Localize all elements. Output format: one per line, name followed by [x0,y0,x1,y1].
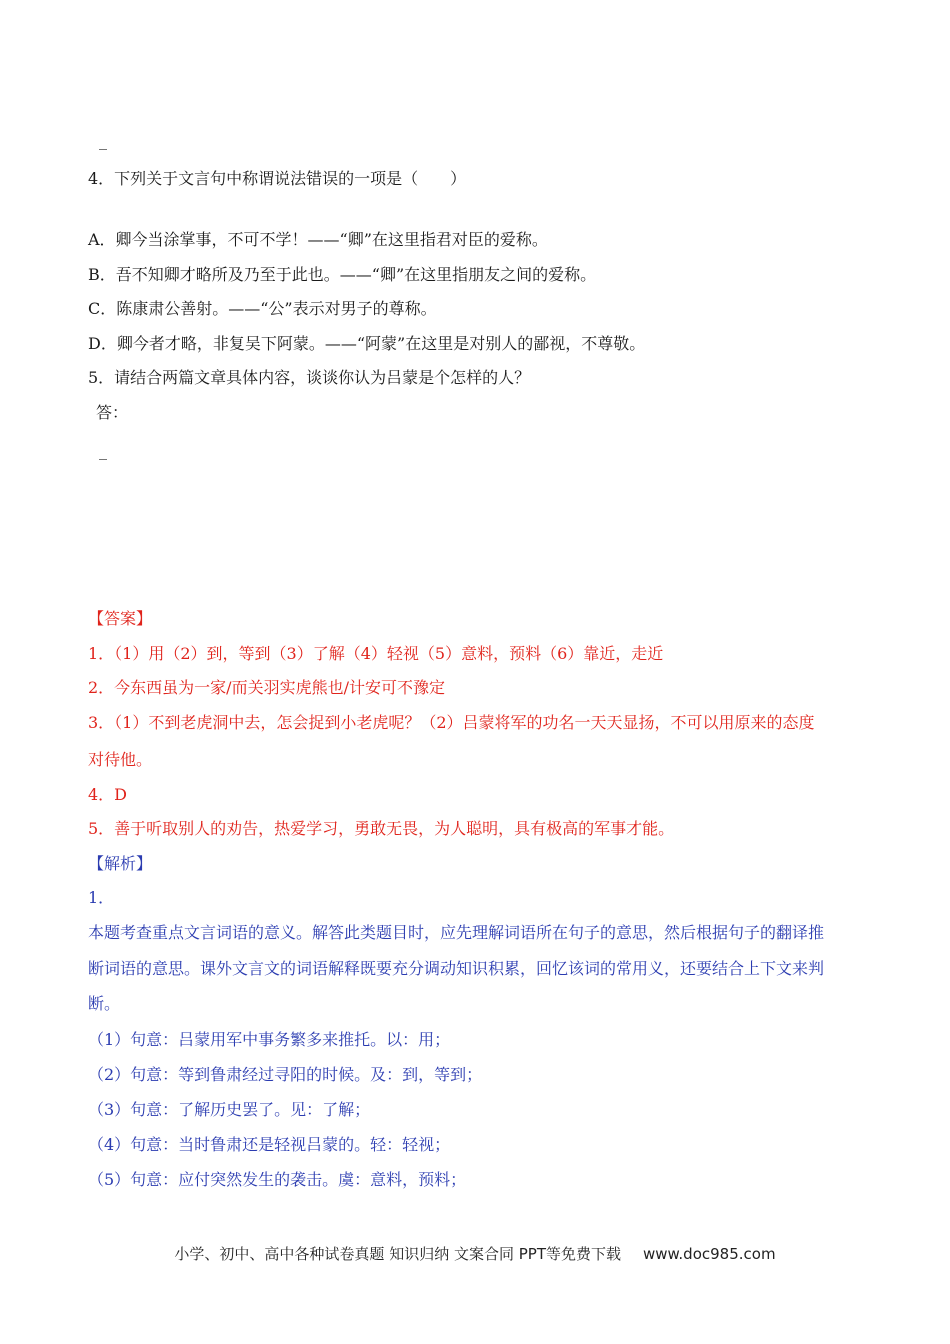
answer-heading: 【答案】 [88,609,153,628]
answer-line: 2．今东西虽为一家/而关羽实虎熊也/计安可不豫定 [88,678,445,697]
analysis-item: （2）句意：等到鲁肃经过寻阳的时候。及：到，等到； [88,1065,483,1084]
analysis-item: （5）句意：应付突然发生的袭击。虞：意料，预料； [88,1170,467,1189]
question-4-option-a: A．卿今当涂掌事，不可不学！——“卿”在这里指君对臣的爱称。 [88,230,548,249]
question-5-stem: 5．请结合两篇文章具体内容，谈谈你认为吕蒙是个怎样的人？ [88,368,531,387]
analysis-paragraph-line: 断词语的意思。课外文言文的词语解释既要充分调动知识积累，回忆该词的常用义，还要结合上下文来判 [88,959,825,978]
answer-line: 对待他。 [88,750,153,769]
analysis-item: （1）句意：吕蒙用军中事务繁多来推托。以：用； [88,1030,451,1049]
answer-blank-line: _ [99,441,107,460]
question-4-option-b: B．吾不知卿才略所及乃至于此也。——“卿”在这里指朋友之间的爱称。 [88,265,597,284]
answer-line: 4．D [88,785,128,804]
analysis-item: （3）句意：了解历史罢了。见：了解； [88,1100,371,1119]
analysis-heading: 【解析】 [88,854,153,873]
analysis-number: 1． [88,888,115,907]
analysis-item: （4）句意：当时鲁肃还是轻视吕蒙的。轻：轻视； [88,1135,451,1154]
analysis-paragraph-line: 断。 [88,994,121,1013]
question-5-answer-label: 答： [96,403,129,422]
answer-line: 1．（1）用（2）到，等到（3）了解（4）轻视（5）意料，预料（6）靠近，走近 [88,644,664,663]
page-footer [0,1243,950,1264]
answer-line: 5．善于听取别人的劝告，热爱学习，勇敢无畏，为人聪明，具有极高的军事才能。 [88,819,675,838]
question-4-option-d: D．卿今者才略，非复吴下阿蒙。——“阿蒙”在这里是对别人的鄙视，不尊敬。 [88,334,646,353]
question-4-option-c: C．陈康肃公善射。——“公”表示对男子的尊称。 [88,299,437,318]
question-4-stem: 4．下列关于文言句中称谓说法错误的一项是（ ） [88,169,467,188]
answer-line: 3．（1）不到老虎洞中去，怎会捉到小老虎呢？（2）吕蒙将军的功名一天天显扬，不可以用原来的态度 [88,713,815,732]
analysis-paragraph-line: 本题考查重点文言词语的意义。解答此类题目时，应先理解词语所在句子的意思，然后根据句子的翻译推 [88,923,825,942]
footer-url[interactable]: www.doc985.com [642,1245,776,1263]
footer-text: 小学、初中、高中各种试卷真题 知识归纳 文案合同 PPT等免费下载 [174,1245,621,1263]
answer-blank-line: _ [99,131,107,150]
